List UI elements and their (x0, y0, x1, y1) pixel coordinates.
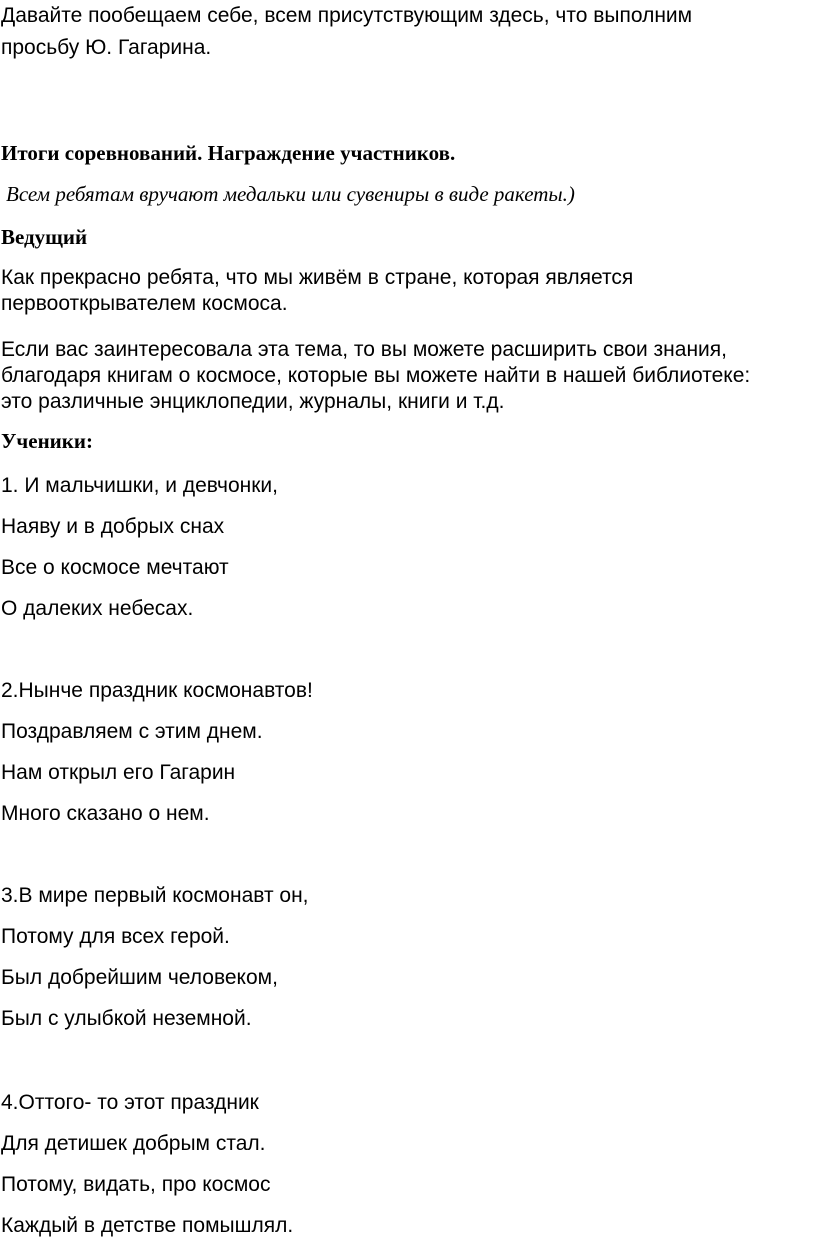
stanza-4-line-4: Каждый в детстве помышлял. (1, 1214, 294, 1237)
stanza-2-line-1: 2.Нынче праздник космонавтов! (1, 679, 313, 702)
host-para-2-line-1: Если вас заинтересовала эта тема, то вы можете расширить свои знания, (1, 338, 727, 361)
stanza-4-line-1: 4.Оттого- то этот праздник (1, 1091, 259, 1114)
stanza-2-line-4: Много сказано о нем. (1, 802, 210, 825)
stanza-4-line-2: Для детишек добрым стал. (1, 1132, 266, 1155)
stanza-1-line-4: О далеких небесах. (1, 597, 194, 620)
stanza-2-line-2: Поздравляем с этим днем. (1, 720, 263, 743)
stanza-3-line-3: Был добрейшим человеком, (1, 966, 278, 989)
results-note: Всем ребятам вручают медальки или сувениры в виде ракеты.) (6, 182, 575, 206)
host-para-2-line-2: благодаря книгам о космосе, которые вы можете найти в нашей библиотеке: (1, 364, 751, 387)
results-heading: Итоги соревнований. Награждение участников. (1, 141, 456, 165)
intro-line-1: Давайте пообещаем себе, всем присутствующим здесь, что выполним (1, 4, 693, 27)
stanza-1-line-2: Наяву и в добрых снах (1, 515, 225, 538)
stanza-1-line-1: 1. И мальчишки, и девчонки, (1, 474, 278, 497)
host-para-1-line-2: первооткрывателем космоса. (1, 292, 288, 315)
stanza-3-line-1: 3.В мире первый космонавт он, (1, 884, 309, 907)
host-para-1-line-1: Как прекрасно ребята, что мы живём в стране, которая является (1, 266, 634, 289)
host-label: Ведущий (1, 225, 88, 249)
stanza-3-line-2: Потому для всех герой. (1, 925, 230, 948)
stanza-3-line-4: Был с улыбкой неземной. (1, 1007, 252, 1030)
stanza-1-line-3: Все о космосе мечтают (1, 556, 229, 579)
stanza-2-line-3: Нам открыл его Гагарин (1, 761, 236, 784)
host-para-2-line-3: это различные энциклопедии, журналы, книги и т.д. (1, 390, 505, 413)
intro-line-2: просьбу Ю. Гагарина. (1, 36, 212, 59)
stanza-4-line-3: Потому, видать, про космос (1, 1173, 271, 1196)
students-label: Ученики: (1, 429, 93, 453)
